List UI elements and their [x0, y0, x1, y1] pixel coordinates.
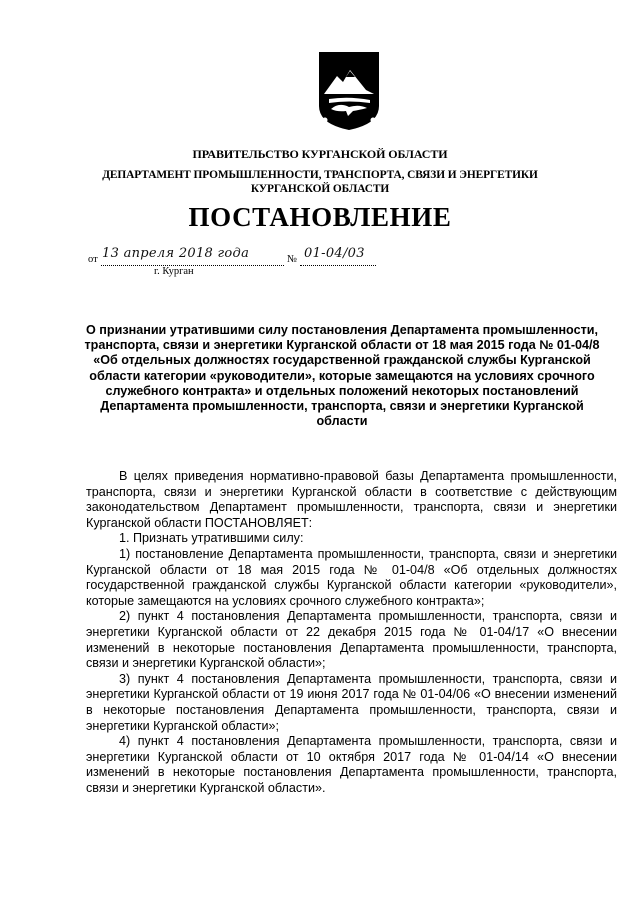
date-number-line [88, 248, 418, 270]
preamble-paragraph: В целях приведения нормативно-правовой базы Департамента промышленности, транспорта, связи и энергетики Курганской области в соответствие с действующим законодательством Департамент промышленности, транспорта, связи и энергетики Курганской области ПОСТАНОВЛЯЕТ: [86, 469, 617, 530]
clause-1-paragraph: 1. Признать утратившими силу: [119, 531, 304, 546]
coat-of-arms-emblem [317, 50, 381, 132]
document-subject: О признании утратившими силу постановления Департамента промышленности, транспорта, связи и энергетики Курганской области от 18 мая 2015 года № 01-04/8 «Об отдельных должностях государственной гражданской службы Курганской области категории «руководители», которые замещаются на условиях срочного служебного контракта» и отдельных положений некоторых постановлений Департамента промышленности, транспорта, связи и энергетики Курганской области [84, 323, 600, 429]
clause-1-4-paragraph: 4) пункт 4 постановления Департамента промышленности, транспорта, связи и энергетики Курганской области от 10 октября 2017 года № 01-04/14 «О внесении изменений в некоторые постановления Департамента промышленности, транспорта, связи и энергетики Курганской области». [86, 734, 617, 795]
handwritten-date: 13 апреля 2018 года [102, 246, 250, 261]
department-name-line1: ДЕПАРТАМЕНТ ПРОМЫШЛЕННОСТИ, ТРАНСПОРТА, СВЯЗИ И ЭНЕРГЕТИКИ [102, 169, 538, 181]
handwritten-number: 01-04/03 [304, 246, 365, 261]
clause-1-1-paragraph: 1) постановление Департамента промышленности, транспорта, связи и энергетики Курганской области от 18 мая 2015 года № 01-04/8 «Об отдельных должностях государственной гражданской службы Курганской области категории «руководители», которые замещаются на условиях срочного служебного контракта»; [86, 546, 617, 608]
clause-1-3-paragraph: 3) пункт 4 постановления Департамента промышленности, транспорта, связи и энергетики Курганской области от 19 июня 2017 года № 01-04/06 «О внесении изменений в некоторые постановления Департамента промышленности, транспорта, связи и энергетики Курганской области»; [86, 671, 617, 733]
date-from-label: от [88, 254, 98, 265]
department-name-line2: КУРГАНСКОЙ ОБЛАСТИ [250, 183, 390, 195]
document-body [86, 469, 617, 796]
city-label: г. Курган [154, 266, 194, 277]
document-type-title: ПОСТАНОВЛЕНИЕ [188, 202, 452, 232]
number-underline [300, 265, 376, 266]
government-name: ПРАВИТЕЛЬСТВО КУРГАНСКОЙ ОБЛАСТИ [192, 147, 448, 161]
number-label: № [287, 254, 298, 265]
clause-1-2-paragraph: 2) пункт 4 постановления Департамента промышленности, транспорта, связи и энергетики Курганской области от 22 декабря 2015 года № 01-04/17 «О внесении изменений в некоторые постановления Департамента промышленности, транспорта, связи и энергетики Курганской области»; [86, 609, 617, 671]
